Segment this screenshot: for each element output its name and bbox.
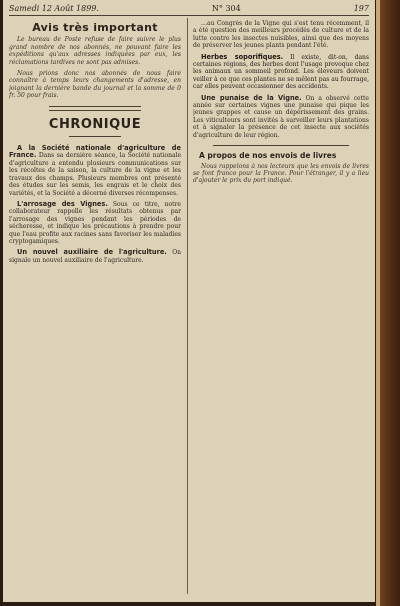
chronique-title: CHRONIQUE — [48, 116, 142, 132]
item-body: Il existe, dit-on, dans certaines régions, des herbes dont l'usage provoque chez les animaux un sommeil profond. Les éleveurs doivent veiller à ce que ces plantes ne se mêlent pas au fourrage, car elles peuvent occasionner des accidents. — [193, 53, 369, 91]
item-body: Sous ce titre, notre collaborateur rappelle les résultats obtenus par l'arrosage des vignes pendant les périodes de sécheresse, et indique les précautions à prendre pour que l'eau profite aux racines sans favoriser les maladies cryptogamiques. — [9, 200, 181, 245]
divider — [49, 106, 141, 111]
books-title: A propos de nos envois de livres — [199, 151, 337, 161]
notice-paragraph: Nous prions donc nos abonnés de nous faire connaître à temps leurs changements d'adresse, en joignant la dernière bande du journal et la somme de 0 fr. 50 pour frais. — [9, 70, 181, 100]
notice-paragraph: Le bureau de Poste refuse de faire suivre le plus grand nombre de nos abonnés, ne pouvant faire les expéditions qu'aux adresses indiquées par eux, les réclamations tardives ne sont pas admises. — [9, 36, 181, 66]
left-column — [9, 20, 181, 594]
binding-edge — [376, 0, 380, 606]
divider — [69, 136, 121, 137]
header-date: Samedi 12 Août 1899. — [9, 4, 99, 13]
item-heading: Une punaise de la Vigne. — [201, 93, 302, 102]
notice-title: Avis très important — [32, 21, 158, 34]
item-heading: L'arrosage des Vignes. — [17, 199, 108, 208]
page-header — [9, 2, 369, 16]
header-page-number: 197 — [353, 4, 369, 13]
item-body: On signale un nouvel auxiliaire de l'agriculture. — [9, 249, 181, 264]
news-item — [193, 54, 369, 91]
chronique-item — [9, 145, 181, 197]
chronique-item — [9, 201, 181, 245]
item-heading: Un nouvel auxiliaire de l'agriculture. — [17, 248, 167, 257]
news-item — [193, 95, 369, 139]
item-body: Dans sa dernière séance, la Société nationale d'agriculture a entendu plusieurs communications sur les récoltes de la saison, la culture de la vigne et les travaux des champs. Plusieurs membres ont présenté des études sur les semis, les engrais et le choix des variétés, et la Société a décerné diverses récompenses. — [9, 152, 181, 197]
item-body: On a observé cette année sur certaines vignes une punaise qui pique les jeunes grappes et cause un dépérissement des grains. Les viticulteurs sont invités à surveiller leurs plantations et à signaler la présence de cet insecte aux sociétés d'agriculture de leur région. — [193, 94, 369, 139]
journal-page — [3, 0, 375, 602]
continued-text: …au Congrès de la Vigne qui s'est tenu récemment, il a été question des meilleurs procédés de culture et de la lutte contre les insectes nuisibles, ainsi que des moyens de préserver les jeunes plants pendant l'été. — [193, 20, 369, 50]
header-issue: N° 304 — [211, 4, 241, 13]
books-text: Nous rappelons à nos lecteurs que les envois de livres se font franco pour la France. Pour l'étranger, il y a lieu d'ajouter le prix du port indiqué. — [193, 162, 369, 185]
chronique-item — [9, 249, 181, 264]
column-divider — [187, 18, 188, 594]
divider — [213, 145, 349, 146]
item-heading: A la Société nationale d'agriculture de France. — [9, 144, 181, 160]
right-column — [193, 20, 369, 594]
item-heading: Herbes soporifiques. — [201, 52, 284, 61]
